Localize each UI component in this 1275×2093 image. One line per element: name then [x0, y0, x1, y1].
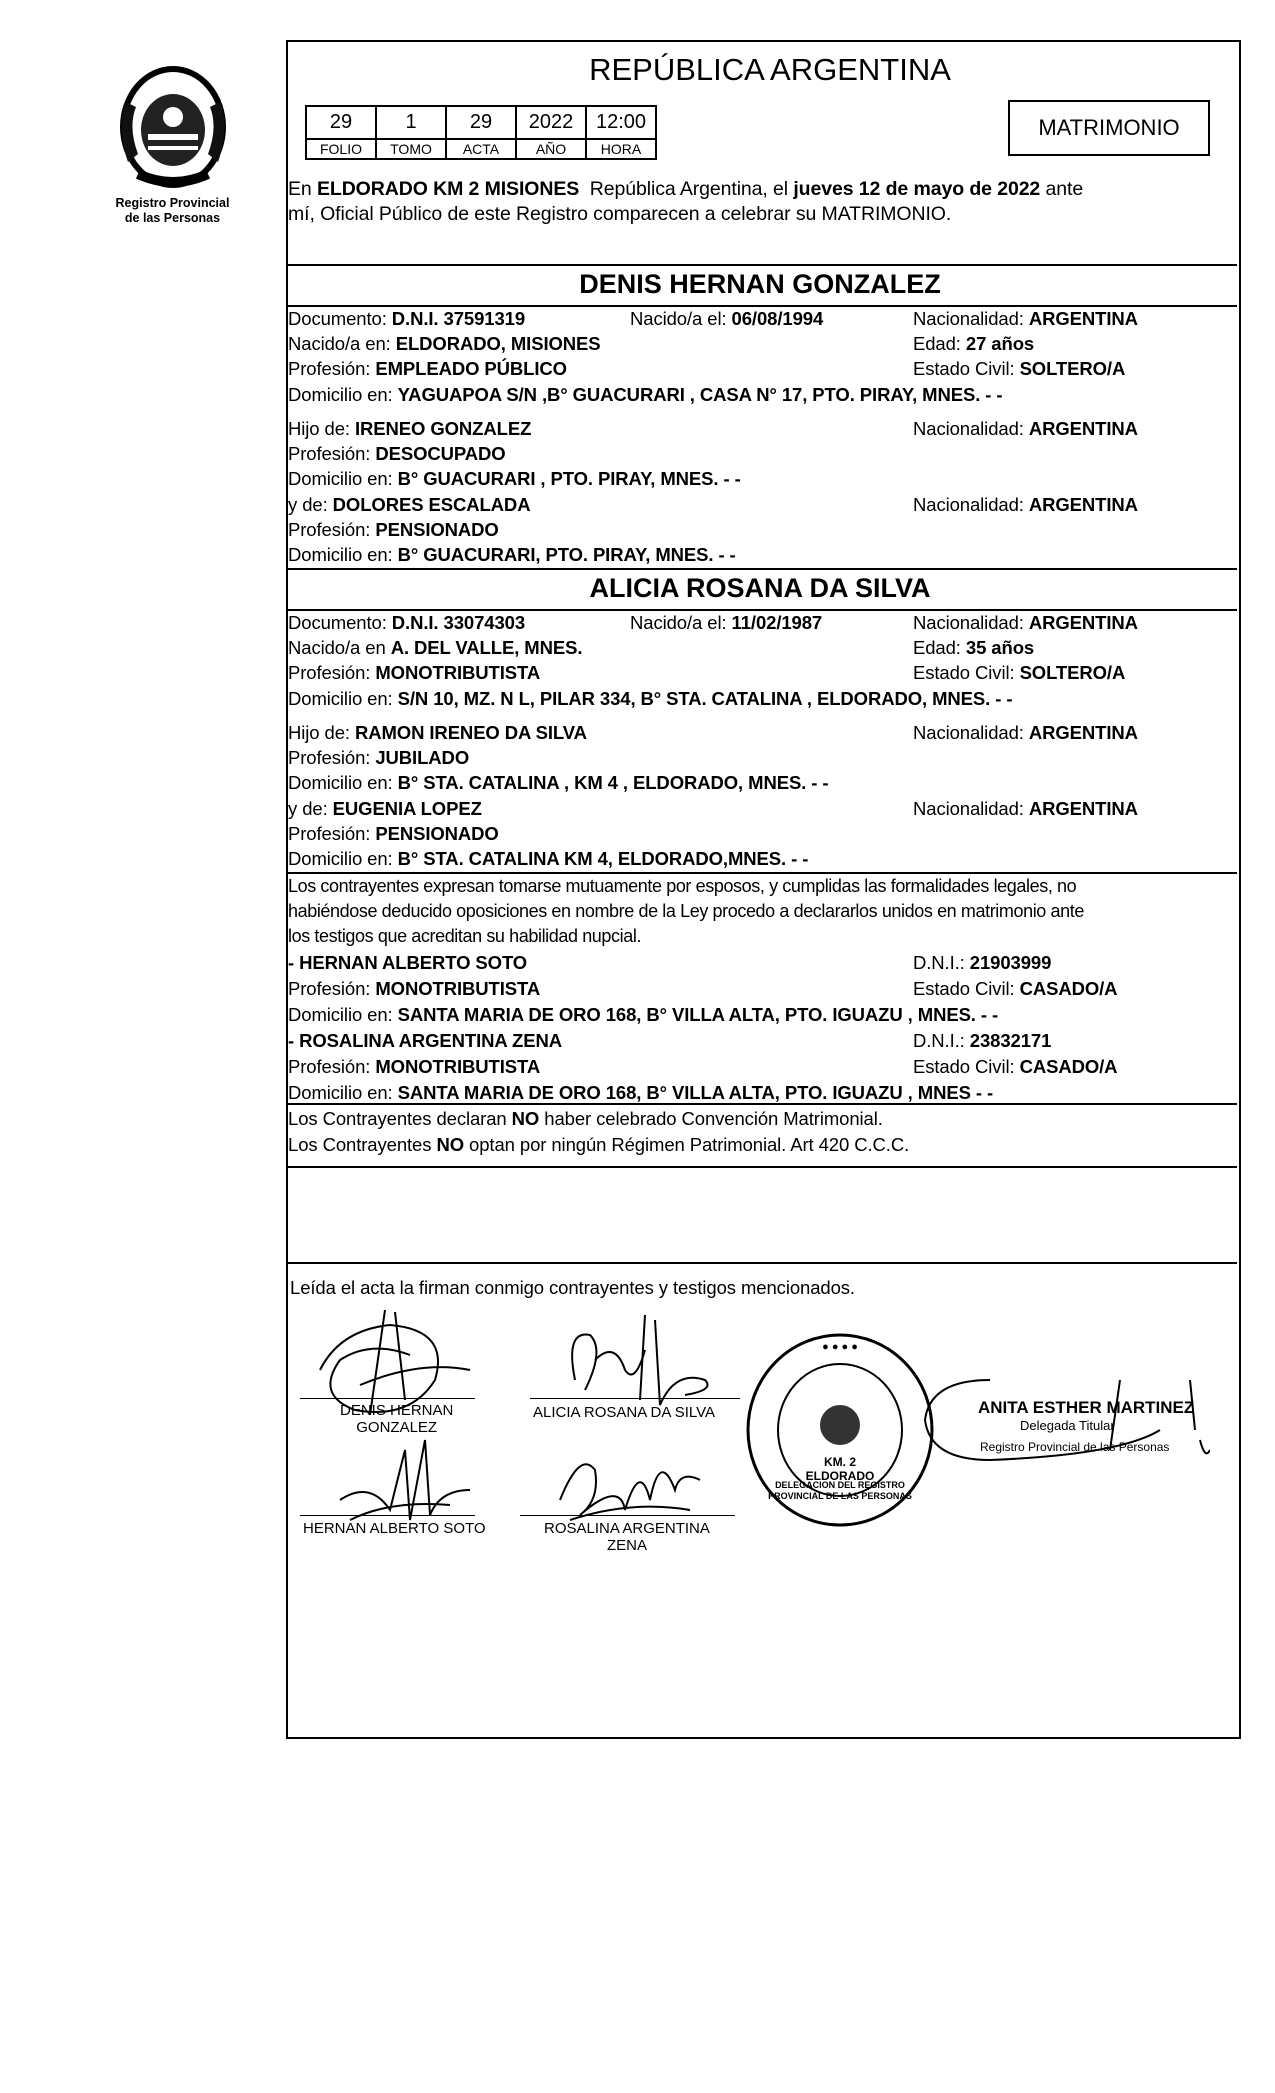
tomo-label: TOMO — [375, 138, 447, 160]
label: Domicilio en: — [288, 468, 398, 489]
value: 23832171 — [969, 1030, 1052, 1051]
divider — [286, 305, 1237, 307]
spouse2-father-addr — [288, 772, 828, 794]
logo-caption — [100, 196, 245, 226]
value: RAMON IRENEO DA SILVA — [354, 722, 587, 743]
label: Edad: — [913, 333, 966, 354]
note-text: haber celebrado Convención Matrimonial. — [539, 1108, 883, 1129]
label: D.N.I.: — [913, 952, 970, 973]
intro-text-2: República Argentina, el — [579, 178, 794, 200]
spouse1-civil — [913, 358, 1125, 380]
witness1-civil — [913, 978, 1117, 1000]
spouse2-prof — [288, 662, 540, 684]
spouse1-nat — [913, 308, 1138, 330]
label: Profesión: — [288, 358, 376, 379]
logo-caption-line2: de las Personas — [124, 211, 221, 225]
value: CASADO/A — [1019, 978, 1118, 999]
label: Nacido/a el: — [630, 612, 732, 633]
value: ARGENTINA — [1028, 308, 1138, 329]
logo-caption-line1: Registro Provincial — [115, 196, 230, 210]
label: Profesión: — [288, 1056, 376, 1077]
sig-label-line: DENIS HERNAN — [340, 1402, 454, 1419]
spouse2-doc — [288, 612, 525, 634]
note-emphasis: NO — [436, 1134, 465, 1155]
note-text: Los Contrayentes — [288, 1134, 437, 1155]
value: CASADO/A — [1019, 1056, 1118, 1077]
value: ARGENTINA — [1028, 612, 1138, 633]
value: ARGENTINA — [1028, 494, 1138, 515]
spouse1-mother — [288, 494, 530, 516]
spouse1-prof — [288, 358, 567, 380]
official-role: Delegada Titular — [1020, 1418, 1115, 1433]
spouse2-father — [288, 722, 587, 744]
svg-text:● ● ● ●: ● ● ● ● — [822, 1341, 858, 1353]
value: ARGENTINA — [1028, 722, 1138, 743]
label: Documento: — [288, 308, 392, 329]
value: B° GUACURARI , PTO. PIRAY, MNES. - - — [397, 468, 741, 489]
value: B° GUACURARI, PTO. PIRAY, MNES. - - — [397, 544, 736, 565]
divider — [286, 609, 1237, 611]
label: Profesión: — [288, 978, 376, 999]
value: MONOTRIBUTISTA — [375, 1056, 541, 1077]
value: EUGENIA LOPEZ — [332, 798, 482, 819]
signature-spouse1 — [300, 1300, 500, 1430]
intro-text: En — [288, 178, 317, 200]
spouse2-age — [913, 637, 1034, 659]
spouse2-born — [630, 612, 822, 634]
label: Domicilio en: — [288, 688, 398, 709]
label: Nacido/a en — [288, 637, 391, 658]
label: Hijo de: — [288, 418, 355, 439]
signature-witness2 — [550, 1440, 720, 1530]
value: 27 años — [965, 333, 1035, 354]
label: Profesión: — [288, 823, 376, 844]
spouse2-mother-prof — [288, 823, 499, 845]
value: A. DEL VALLE, MNES. — [390, 637, 583, 658]
spouse1-father-addr — [288, 468, 741, 490]
value: S/N 10, MZ. N L, PILAR 334, B° STA. CATALINA , ELDORADO, MNES. - - — [397, 688, 1013, 709]
intro-line-1 — [288, 178, 1083, 201]
intro-text-3: ante — [1040, 178, 1084, 200]
spouse1-addr — [288, 384, 1002, 406]
value: 21903999 — [969, 952, 1052, 973]
label: Estado Civil: — [913, 662, 1020, 683]
value: D.N.I. 37591319 — [391, 308, 526, 329]
spouse1-mother-nat — [913, 494, 1138, 516]
label: Nacionalidad: — [913, 612, 1029, 633]
witness1-prof — [288, 978, 540, 1000]
spouse2-mother — [288, 798, 482, 820]
witness2-name: - ROSALINA ARGENTINA ZENA — [288, 1030, 562, 1051]
value: SANTA MARIA DE ORO 168, B° VILLA ALTA, PTO. IGUAZU , MNES - - — [397, 1082, 994, 1103]
divider — [286, 1166, 1237, 1168]
spouse1-birthplace — [288, 333, 601, 355]
delegation-seal — [740, 1330, 940, 1530]
label: Nacionalidad: — [913, 494, 1029, 515]
spouse1-father — [288, 418, 531, 440]
note-text: optan por ningún Régimen Patrimonial. Art 420 C.C.C. — [464, 1134, 910, 1155]
value: SOLTERO/A — [1019, 358, 1126, 379]
spouse1-born — [630, 308, 823, 330]
label: Estado Civil: — [913, 1056, 1020, 1077]
divider — [286, 568, 1237, 570]
note-1 — [288, 1108, 883, 1130]
label: Estado Civil: — [913, 358, 1020, 379]
province-logo — [108, 62, 238, 192]
value: PENSIONADO — [375, 823, 499, 844]
witness1-dni — [913, 952, 1051, 974]
divider — [286, 872, 1237, 874]
spouse1-mother-prof — [288, 519, 499, 541]
spouse1-father-nat — [913, 418, 1138, 440]
value: DESOCUPADO — [375, 443, 506, 464]
label: Domicilio en: — [288, 544, 398, 565]
witness2-addr — [288, 1082, 993, 1104]
tomo-value: 1 — [375, 105, 447, 140]
value: MONOTRIBUTISTA — [375, 662, 541, 683]
spouse2-birthplace — [288, 637, 582, 659]
label: Nacionalidad: — [913, 308, 1029, 329]
note-2 — [288, 1134, 909, 1156]
value: DOLORES ESCALADA — [332, 494, 531, 515]
witness2-prof — [288, 1056, 540, 1078]
signature-label-witness1: HERNAN ALBERTO SOTO — [303, 1520, 486, 1537]
record-type-box: MATRIMONIO — [1008, 100, 1210, 156]
value: YAGUAPOA S/N ,B° GUACURARI , CASA N° 17, PTO. PIRAY, MNES. - - — [397, 384, 1003, 405]
witness1-name: - HERNAN ALBERTO SOTO — [288, 952, 528, 973]
label: Nacido/a el: — [630, 308, 732, 329]
value: IRENEO GONZALEZ — [354, 418, 532, 439]
ano-label: AÑO — [515, 138, 587, 160]
value: 06/08/1994 — [731, 308, 824, 329]
spouse2-name: ALICIA ROSANA DA SILVA — [589, 573, 931, 603]
label: y de: — [288, 494, 333, 515]
label: Profesión: — [288, 443, 376, 464]
value: D.N.I. 33074303 — [391, 612, 526, 633]
spouse1-mother-addr — [288, 544, 736, 566]
folio-value: 29 — [305, 105, 377, 140]
label: Domicilio en: — [288, 848, 398, 869]
value: 11/02/1987 — [731, 612, 823, 633]
note-text: Los Contrayentes declaran — [288, 1108, 512, 1129]
value: SANTA MARIA DE ORO 168, B° VILLA ALTA, PTO. IGUAZU , MNES. - - — [397, 1004, 999, 1025]
divider — [286, 264, 1237, 266]
label: Nacionalidad: — [913, 418, 1029, 439]
official-org: Registro Provincial de las Personas — [980, 1440, 1170, 1454]
read-statement: Leída el acta la firman conmigo contrayentes y testigos mencionados. — [290, 1277, 855, 1298]
spouse1-doc — [288, 308, 525, 330]
value: EMPLEADO PÚBLICO — [375, 358, 567, 379]
label: Domicilio en: — [288, 772, 398, 793]
hora-label: HORA — [585, 138, 657, 160]
note-emphasis: NO — [511, 1108, 540, 1129]
value: ARGENTINA — [1028, 798, 1138, 819]
declaration-line-3: los testigos que acreditan su habilidad nupcial. — [288, 926, 642, 946]
signature-witness1 — [330, 1430, 480, 1530]
value: ELDORADO, MISIONES — [395, 333, 601, 354]
spouse2-mother-nat — [913, 798, 1138, 820]
spouse2-addr — [288, 688, 1012, 710]
spouse1-father-prof — [288, 443, 506, 465]
spouse1-age — [913, 333, 1034, 355]
sig-label-line: ZENA — [606, 1537, 647, 1554]
label: Hijo de: — [288, 722, 355, 743]
label: Documento: — [288, 612, 392, 633]
intro-place: ELDORADO KM 2 MISIONES — [316, 178, 580, 200]
value: PENSIONADO — [375, 519, 499, 540]
label: y de: — [288, 798, 333, 819]
value: SOLTERO/A — [1019, 662, 1126, 683]
intro-date: jueves 12 de mayo de 2022 — [793, 178, 1041, 200]
label: Domicilio en: — [288, 1004, 398, 1025]
spouse2-father-prof — [288, 747, 469, 769]
spouse2-father-nat — [913, 722, 1138, 744]
label: Profesión: — [288, 519, 376, 540]
signature-label-spouse2: ALICIA ROSANA DA SILVA — [533, 1404, 716, 1421]
ano-value: 2022 — [515, 105, 587, 140]
value: JUBILADO — [375, 747, 470, 768]
value: MONOTRIBUTISTA — [375, 978, 541, 999]
label: Nacionalidad: — [913, 798, 1029, 819]
acta-label: ACTA — [445, 138, 517, 160]
label: Profesión: — [288, 747, 376, 768]
sig-label-line: ROSALINA ARGENTINA — [544, 1520, 710, 1537]
witness1-addr — [288, 1004, 998, 1026]
value: 35 años — [965, 637, 1035, 658]
seal-inner-text: KM. 2 ELDORADO — [805, 1455, 875, 1483]
label: D.N.I.: — [913, 1030, 970, 1051]
divider — [286, 1262, 1237, 1264]
province-seal-icon — [108, 62, 238, 192]
label: Domicilio en: — [288, 384, 398, 405]
label: Nacionalidad: — [913, 722, 1029, 743]
label: Estado Civil: — [913, 978, 1020, 999]
label: Nacido/a en: — [288, 333, 396, 354]
acta-value: 29 — [445, 105, 517, 140]
folio-label: FOLIO — [305, 138, 377, 160]
spouse1-name: DENIS HERNAN GONZALEZ — [579, 269, 941, 299]
spouse2-nat — [913, 612, 1138, 634]
spouse2-civil — [913, 662, 1125, 684]
seal-text: DELEGACION DEL REGISTRO PROVINCIAL DE LAS PERSONAS — [768, 1480, 912, 1501]
value: B° STA. CATALINA , KM 4 , ELDORADO, MNES. - - — [397, 772, 829, 793]
label: Edad: — [913, 637, 966, 658]
spouse2-mother-addr — [288, 848, 808, 870]
intro-line-2: mí, Oficial Público de este Registro comparecen a celebrar su MATRIMONIO. — [288, 203, 952, 225]
page-title: REPÚBLICA ARGENTINA — [589, 52, 951, 87]
value: B° STA. CATALINA KM 4, ELDORADO,MNES. - - — [397, 848, 809, 869]
label: Domicilio en: — [288, 1082, 398, 1103]
witness2-civil — [913, 1056, 1117, 1078]
signature-spouse2 — [555, 1310, 735, 1410]
witness2-dni — [913, 1030, 1051, 1052]
label: Profesión: — [288, 662, 376, 683]
declaration-line-1: Los contrayentes expresan tomarse mutuamente por esposos, y cumplidas las formalidades legales, no — [288, 876, 1077, 896]
sig-label-line: GONZALEZ — [356, 1419, 438, 1436]
hora-value: 12:00 — [585, 105, 657, 140]
official-name: ANITA ESTHER MARTINEZ — [978, 1398, 1195, 1417]
declaration-line-2: habiéndose deducido oposiciones en nombre de la Ley procedo a declararlos unidos en matrimonio ante — [288, 901, 1084, 921]
value: ARGENTINA — [1028, 418, 1138, 439]
